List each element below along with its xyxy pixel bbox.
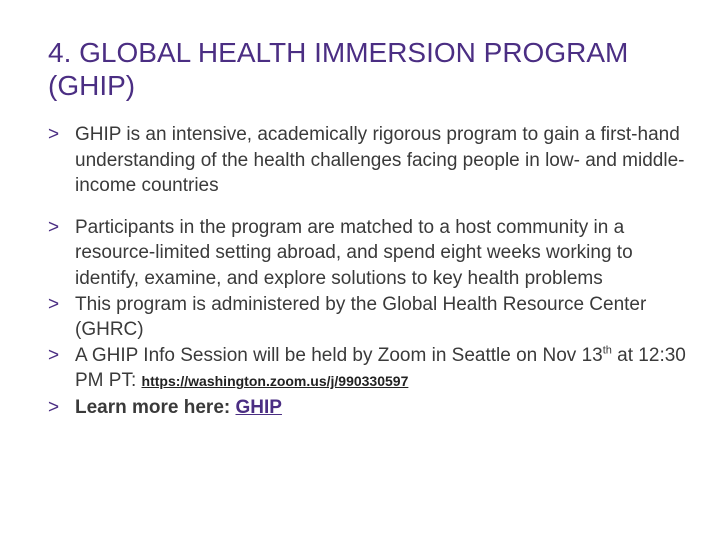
bullet-item	[48, 343, 698, 395]
bullet-text: A GHIP Info Session will be held by Zoom in Seattle on Nov 13	[75, 344, 603, 366]
bullet-marker-icon: >	[48, 124, 60, 145]
bullet-text: Learn more here:	[75, 396, 236, 418]
bullet-item	[48, 292, 698, 343]
bullet-text: GHIP is an intensive, academically rigorous program to gain a first-hand understanding of the health challenges facing people in low- and middle-income countries	[75, 124, 685, 197]
bullet-text: This program is administered by the Global Health Resource Center (GHRC)	[75, 293, 647, 341]
bullet-text: Participants in the program are matched to a host community in a resource-limited setting abroad, and spend eight weeks working to identify, examine, and explore solutions to key health problems	[75, 216, 633, 289]
bullet-text: at 12:30 PM PT:	[75, 344, 686, 392]
bullet-marker-icon: >	[48, 344, 60, 366]
bullet-item	[48, 215, 698, 292]
bullet-list	[48, 122, 698, 421]
bullet-item	[48, 122, 698, 199]
ordinal-suffix: th	[602, 344, 612, 357]
ghip-link[interactable]: GHIP	[235, 396, 282, 418]
bullet-marker-icon: >	[48, 396, 60, 418]
bullet-item	[48, 395, 698, 421]
bullet-marker-icon: >	[48, 216, 60, 238]
bullet-marker-icon: >	[48, 293, 60, 315]
zoom-link[interactable]: https://washington.zoom.us/j/990330597	[141, 373, 409, 390]
slide-title: 4. GLOBAL HEALTH IMMERSION PROGRAM (GHIP)	[48, 37, 629, 101]
